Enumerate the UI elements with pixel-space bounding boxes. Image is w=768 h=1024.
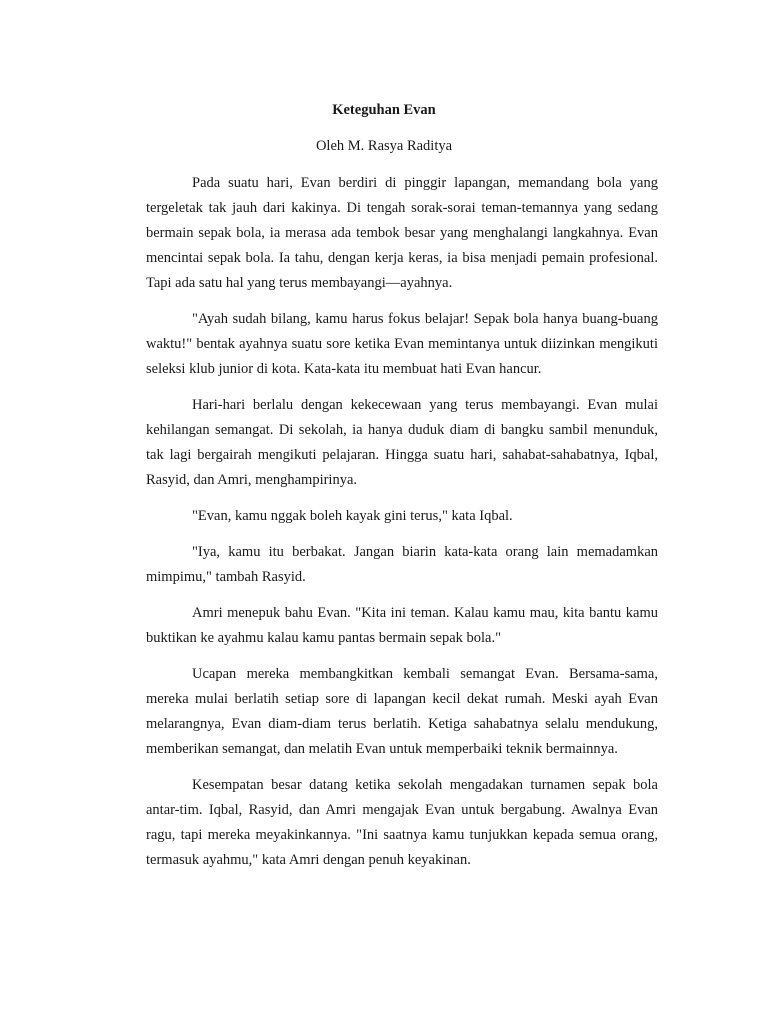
paragraph-4: "Evan, kamu nggak boleh kayak gini terus," kata Iqbal.: [192, 508, 513, 524]
paragraph-1: Pada suatu hari, Evan berdiri di pinggir lapangan, memandang bola yang tergeletak tak jauh dari kakinya. Di tengah sorak-sorai teman-temannya yang sedang bermain sepak bola, ia merasa ada tembok besar yang menghalangi langkahnya. Evan mencintai sepak bola. Ia tahu, dengan kerja keras, ia bisa menjadi pemain profesional. Tapi ada satu hal yang terus membayangi—ayahnya.: [146, 175, 658, 291]
paragraph-7: Ucapan mereka membangkitkan kembali semangat Evan. Bersama-sama, mereka mulai berlatih setiap sore di lapangan kecil dekat rumah. Meski ayah Evan melarangnya, Evan diam-diam terus berlatih. Ketiga sahabatnya selalu mendukung, memberikan semangat, dan melatih Evan untuk memperbaiki teknik bermainnya.: [146, 666, 658, 757]
paragraph-2: "Ayah sudah bilang, kamu harus fokus belajar! Sepak bola hanya buang-buang waktu!" bentak ayahnya suatu sore ketika Evan memintanya untuk diizinkan mengikuti seleksi klub junior di kota. Kata-kata itu membuat hati Evan hancur.: [146, 311, 658, 377]
paragraph-6: Amri menepuk bahu Evan. "Kita ini teman. Kalau kamu mau, kita bantu kamu buktikan ke ayahmu kalau kamu pantas bermain sepak bola.": [146, 605, 658, 646]
paragraph-5: "Iya, kamu itu berbakat. Jangan biarin kata-kata orang lain memadamkan mimpimu," tambah Rasyid.: [146, 544, 658, 585]
story-body: [146, 171, 658, 884]
story-author: Oleh M. Rasya Raditya: [315, 138, 453, 154]
story-title: Keteguhan Evan: [332, 102, 436, 118]
paragraph-3: Hari-hari berlalu dengan kekecewaan yang terus membayangi. Evan mulai kehilangan semangat. Di sekolah, ia hanya duduk diam di bangku sambil menunduk, tak lagi bergairah mengikuti pelajaran. Hingga suatu hari, sahabat-sahabatnya, Iqbal, Rasyid, dan Amri, menghampirinya.: [146, 397, 658, 488]
paragraph-8: Kesempatan besar datang ketika sekolah mengadakan turnamen sepak bola antar-tim. Iqbal, Rasyid, dan Amri mengajak Evan untuk bergabung. Awalnya Evan ragu, tapi mereka meyakinkannya. "Ini saatnya kamu tunjukkan kepada semua orang, termasuk ayahmu," kata Amri dengan penuh keyakinan.: [146, 777, 658, 868]
